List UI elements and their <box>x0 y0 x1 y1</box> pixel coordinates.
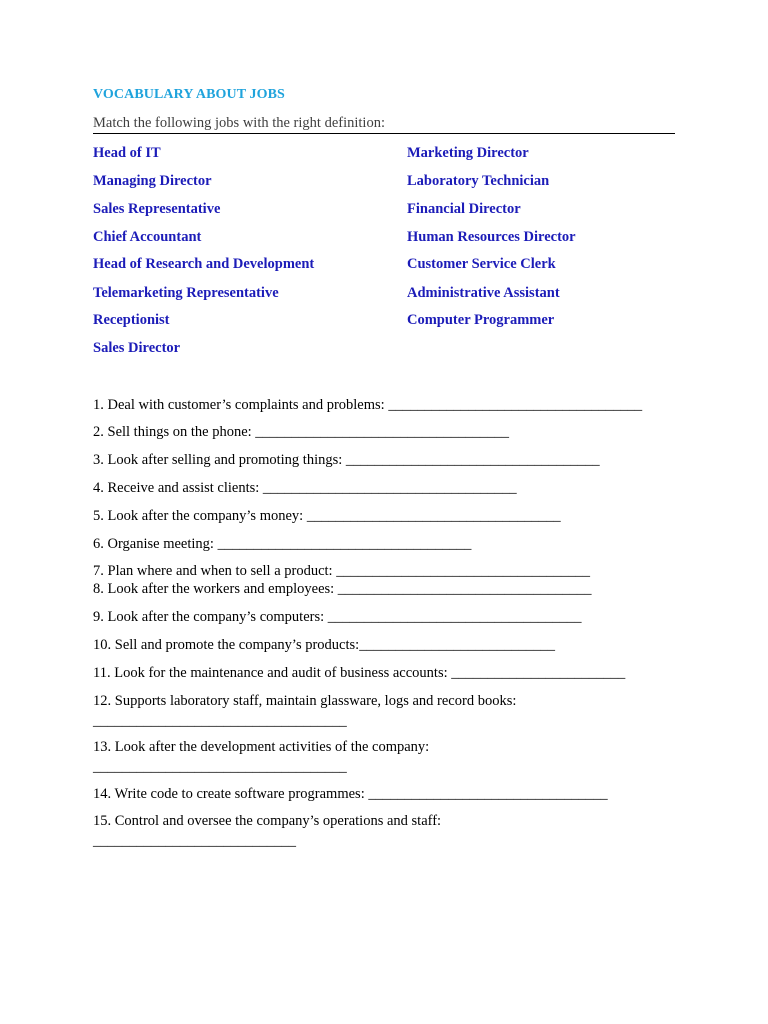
job-item: Marketing Director <box>407 145 529 161</box>
question-line: 8. Look after the workers and employees: ___________________________________ <box>93 581 592 597</box>
job-item: Customer Service Clerk <box>407 256 556 272</box>
job-item: Sales Director <box>93 340 181 356</box>
question-line: 11. Look for the maintenance and audit of business accounts: ________________________ <box>93 665 626 681</box>
job-item: Administrative Assistant <box>407 285 560 301</box>
question-line: 13. Look after the development activities of the company: <box>93 739 430 755</box>
question-line: 7. Plan where and when to sell a product: ___________________________________ <box>93 563 590 579</box>
answer-line: ___________________________________ <box>93 713 347 729</box>
job-item: Head of Research and Development <box>93 256 315 272</box>
question-line: 1. Deal with customer’s complaints and problems: ___________________________________ <box>93 397 643 413</box>
question-line: 2. Sell things on the phone: ___________________________________ <box>93 424 510 440</box>
question-line: 15. Control and oversee the company’s operations and staff: <box>93 813 442 829</box>
question-line: 5. Look after the company’s money: ___________________________________ <box>93 508 561 524</box>
job-item: Managing Director <box>93 173 212 189</box>
job-item: Sales Representative <box>93 201 221 217</box>
job-item: Laboratory Technician <box>407 173 550 189</box>
question-line: 12. Supports laboratory staff, maintain glassware, logs and record books: <box>93 693 517 709</box>
question-line: 14. Write code to create software programmes: _________________________________ <box>93 786 608 802</box>
instruction-text: Match the following jobs with the right definition: <box>93 115 675 134</box>
question-line: 10. Sell and promote the company’s products:___________________________ <box>93 637 555 653</box>
worksheet-title: VOCABULARY ABOUT JOBS <box>93 87 285 102</box>
job-item: Human Resources Director <box>407 229 576 245</box>
question-line: 3. Look after selling and promoting things: ___________________________________ <box>93 452 600 468</box>
question-line: 6. Organise meeting: ___________________________________ <box>93 536 472 552</box>
job-item: Telemarketing Representative <box>93 285 279 301</box>
answer-line: ___________________________________ <box>93 759 347 775</box>
job-item: Chief Accountant <box>93 229 202 245</box>
job-item: Head of IT <box>93 145 161 161</box>
job-item: Computer Programmer <box>407 312 555 328</box>
job-item: Financial Director <box>407 201 521 217</box>
question-line: 9. Look after the company’s computers: ___________________________________ <box>93 609 582 625</box>
answer-line: ____________________________ <box>93 833 296 849</box>
question-line: 4. Receive and assist clients: ___________________________________ <box>93 480 517 496</box>
job-item: Receptionist <box>93 312 170 328</box>
